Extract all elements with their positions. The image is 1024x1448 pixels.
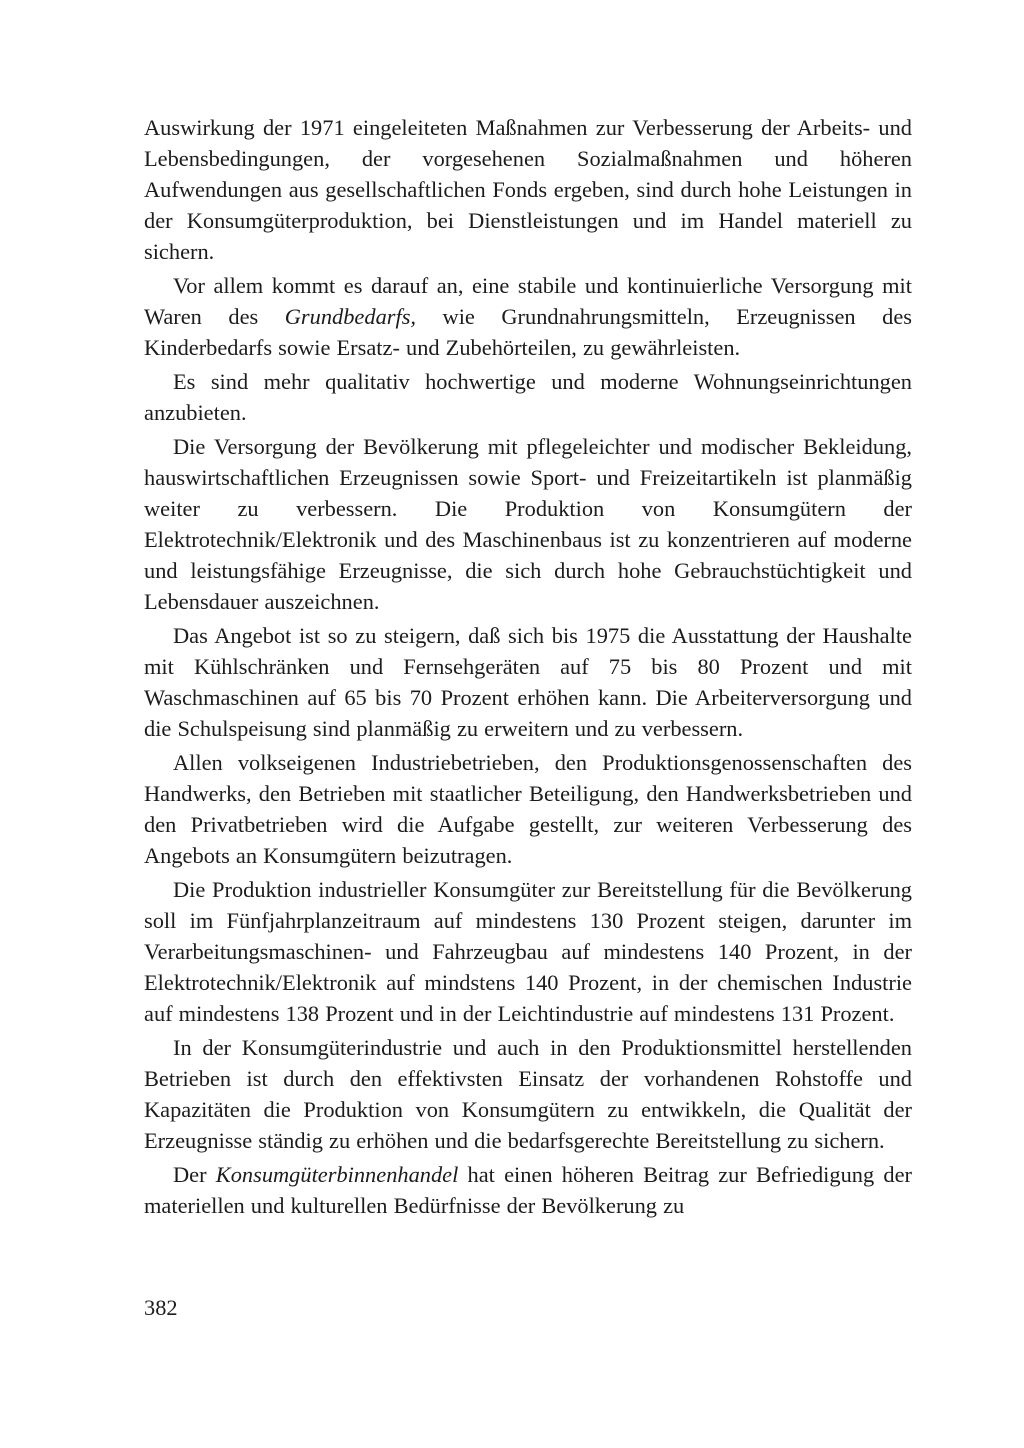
body-text xyxy=(144,112,912,1221)
paragraph: Vor allem kommt es darauf an, eine stabile und kontinuierliche Versorgung mit Waren des Grundbedarfs, wie Grundnahrungsmitteln, Erzeugnissen des Kinderbedarfs sowie Ersatz- und Zubehörteilen, zu gewährleisten. xyxy=(144,273,912,360)
emphasis-grundbedarfs: Grundbedarfs, xyxy=(284,304,417,329)
paragraph: In der Konsumgüterindustrie und auch in den Produktionsmittel herstellenden Betrieben ist durch den effektivsten Einsatz der vorhandenen Rohstoffe und Kapazitäten die Produktion von Konsumgütern zu entwikkeln, die Qualität der Erzeugnisse ständig zu erhöhen und die bedarfsgerechte Bereitstellung zu sichern. xyxy=(144,1035,912,1153)
page-number: 382 xyxy=(144,1295,178,1320)
paragraph: Der Konsumgüterbinnenhandel hat einen höheren Beitrag zur Befriedigung der materiellen und kulturellen Bedürfnisse der Bevölkerung zu xyxy=(144,1162,912,1218)
paragraph: Allen volkseigenen Industriebetrieben, den Produktionsgenossenschaften des Handwerks, den Betrieben mit staatlicher Beteiligung, den Handwerksbetrieben und den Privatbetrieben wird die Aufgabe gestellt, zur weiteren Verbesserung des Angebots an Konsumgütern beizutragen. xyxy=(144,750,912,868)
emphasis-konsumgueterbinnenhandel: Konsumgüterbinnenhandel xyxy=(215,1162,459,1187)
paragraph: Das Angebot ist so zu steigern, daß sich bis 1975 die Ausstattung der Haushalte mit Kühlschränken und Fernsehgeräten auf 75 bis 80 Prozent und mit Waschmaschinen auf 65 bis 70 Prozent erhöhen kann. Die Arbeiterversorgung und die Schulspeisung sind planmäßig zu erweitern und zu verbessern. xyxy=(144,623,912,741)
paragraph: Es sind mehr qualitativ hochwertige und moderne Wohnungseinrichtungen anzubieten. xyxy=(144,369,912,425)
paragraph: Die Produktion industrieller Konsumgüter zur Bereitstellung für die Bevölkerung soll im Fünfjahrplanzeitraum auf mindestens 130 Prozent steigen, darunter im Verarbeitungsmaschinen- und Fahrzeugbau auf mindestens 140 Prozent, in der Elektrotechnik/Elektronik auf mindstens 140 Prozent, in der chemischen Industrie auf mindestens 138 Prozent und in der Leichtindustrie auf mindestens 131 Prozent. xyxy=(144,877,912,1026)
paragraph: Die Versorgung der Bevölkerung mit pflegeleichter und modischer Bekleidung, hauswirtschaftlichen Erzeugnissen sowie Sport- und Freizeitartikeln ist planmäßig weiter zu verbessern. Die Produktion von Konsumgütern der Elektrotechnik/Elektronik und des Maschinenbaus ist zu konzentrieren auf moderne und leistungsfähige Erzeugnisse, die sich durch hohe Gebrauchstüchtigkeit und Lebensdauer auszeichnen. xyxy=(144,434,912,614)
paragraph: Auswirkung der 1971 eingeleiteten Maßnahmen zur Verbesserung der Arbeits- und Lebensbedingungen, der vorgesehenen Sozialmaßnahmen und höheren Aufwendungen aus gesellschaftlichen Fonds ergeben, sind durch hohe Leistungen in der Konsumgüterproduktion, bei Dienstleistungen und im Handel materiell zu sichern. xyxy=(144,115,912,264)
